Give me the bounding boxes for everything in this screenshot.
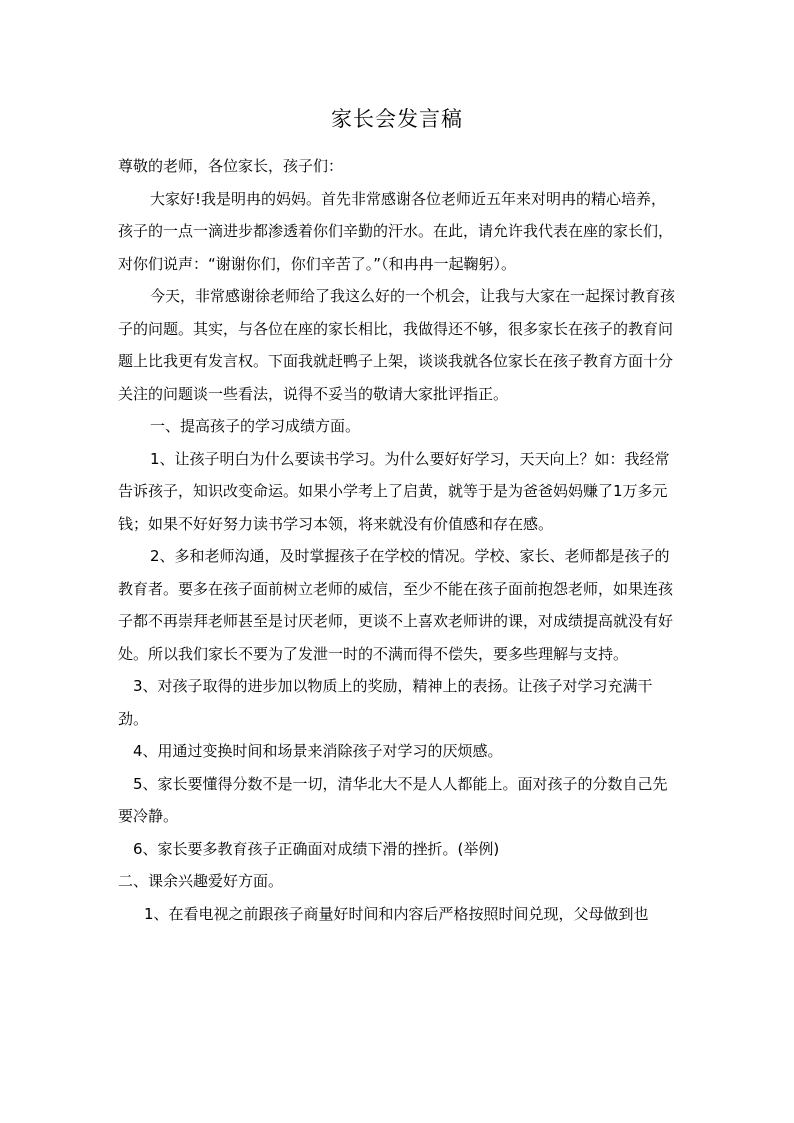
list-item-study-1: 1、让孩子明白为什么要读书学习。为什么要好好学习，天天向上？如：我经常告诉孩子，知识改变命运。如果小学考上了启黄，就等于是为爸爸妈妈赚了1万多元钱；如果不好好努力读书学习本领，将来就没有价值感和存在感。 [118,449,670,533]
list-item-study-3: 3、对孩子取得的进步加以物质上的奖励，精神上的表扬。让孩子对学习充满干劲。 [118,677,653,728]
salutation: 尊敬的老师，各位家长，孩子们： [118,157,344,175]
document-body [118,150,680,930]
document-title: 家长会发言稿 [331,107,463,131]
list-item-hobbies-1: 1、在看电视之前跟孩子商量好时间和内容后严格按照时间兑现，父母做到也 [144,904,649,923]
section-heading-study: 一、提高孩子的学习成绩方面。 [150,417,361,435]
list-item-study-5: 5、家长要懂得分数不是一切，清华北大不是人人都能上。面对孩子的分数自己先要冷静。 [118,774,668,825]
list-item-study-6: 6、家长要多教育孩子正确面对成绩下滑的挫折。(举例) [133,839,500,858]
paragraph-greeting: 大家好!我是明冉的妈妈。首先非常感谢各位老师近五年来对明冉的精心培养，孩子的一点一滴进步都渗透着你们辛勤的汗水。在此，请允许我代表在座的家长们，对你们说声：“谢谢你们，你们辛苦了。”（和冉冉一起鞠躬）。 [118,189,674,273]
list-item-study-2: 2、多和老师沟通，及时掌握孩子在学校的情况。学校、家长、老师都是孩子的教育者。要多在孩子面前树立老师的威信，至少不能在孩子面前抱怨老师，如果连孩子都不再崇拜老师甚至是讨厌老师，更谈不上喜欢老师讲的课，对成绩提高就没有好处。所以我们家长不要为了发泄一时的不满而得不偿失，要多些理解与支持。 [118,547,674,663]
list-item-study-4: 4、用通过变换时间和场景来消除孩子对学习的厌烦感。 [133,742,503,760]
section-heading-hobbies: 二、课余兴趣爱好方面。 [118,872,284,890]
paragraph-introduction: 今天，非常感谢徐老师给了我这么好的一个机会，让我与大家在一起探讨教育孩子的问题。其实，与各位在座的家长相比，我做得还不够，很多家长在孩子的教育问题上比我更有发言权。下面我就赶鸭子上架，谈谈我就各位家长在孩子教育方面十分关注的问题谈一些看法，说得不妥当的敬请大家批评指正。 [118,287,676,403]
